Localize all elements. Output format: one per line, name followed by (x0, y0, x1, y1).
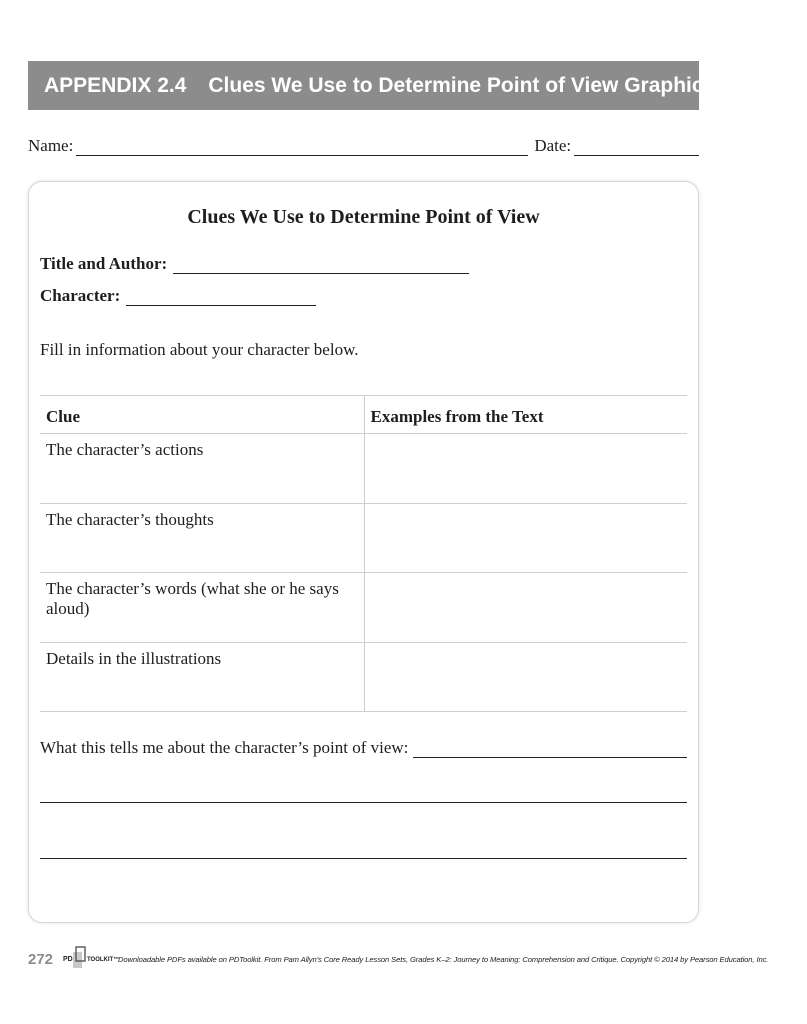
instructions-text: Fill in information about your character below. (40, 340, 359, 359)
logo-toolkit-text: TOOLKIT™ (87, 956, 120, 963)
examples-cell[interactable] (364, 503, 687, 573)
examples-cell[interactable] (364, 642, 687, 712)
organizer-title: Clues We Use to Determine Point of View (187, 206, 540, 228)
answer-line[interactable] (40, 858, 687, 859)
character-field[interactable] (126, 291, 316, 306)
title-author-row (40, 254, 469, 274)
examples-cell[interactable] (364, 573, 687, 643)
table-header-row (40, 396, 687, 434)
title-author-field[interactable] (173, 259, 469, 274)
date-label: Date: (534, 136, 572, 155)
answer-line[interactable] (40, 802, 687, 803)
clue-table (40, 395, 687, 712)
character-row (40, 286, 316, 306)
name-field[interactable] (76, 140, 528, 156)
clue-cell: The character’s thoughts (40, 503, 364, 573)
appendix-label: APPENDIX 2.4 (44, 74, 187, 97)
clue-cell: The character’s actions (40, 434, 364, 504)
clue-column-header: Clue (40, 396, 364, 434)
table-row (40, 434, 687, 504)
pd-toolkit-logo (63, 942, 120, 977)
clue-cell: The character’s words (what she or he says aloud) (40, 573, 364, 643)
appendix-header (28, 61, 807, 110)
point-of-view-row (40, 738, 687, 758)
appendix-title: Clues We Use to Determine Point of View Graphic Organizer (208, 74, 807, 97)
page-footer (28, 944, 769, 974)
title-author-label: Title and Author: (40, 254, 168, 273)
examples-cell[interactable] (364, 434, 687, 504)
examples-column-header: Examples from the Text (364, 396, 687, 434)
table-row (40, 642, 687, 712)
date-field[interactable] (574, 140, 699, 156)
character-label: Character: (40, 286, 121, 305)
footer-credit-text: Downloadable PDFs available on PDToolkit. From Pam Allyn’s Core Ready Lesson Sets, Grades K–2: Journey to Meaning: Comprehension and Critique. Copyright © 2014 by Pearson Education, Inc. (118, 954, 769, 964)
clue-cell: Details in the illustrations (40, 642, 364, 712)
page-number: 272 (28, 950, 54, 968)
name-label: Name: (28, 136, 74, 155)
table-row (40, 573, 687, 643)
organizer-card (28, 181, 699, 923)
point-of-view-field[interactable] (413, 743, 687, 758)
table-row (40, 503, 687, 573)
name-date-row (28, 132, 699, 156)
point-of-view-prompt: What this tells me about the character’s point of view: (40, 738, 409, 757)
logo-pd-text: PD (63, 955, 73, 963)
